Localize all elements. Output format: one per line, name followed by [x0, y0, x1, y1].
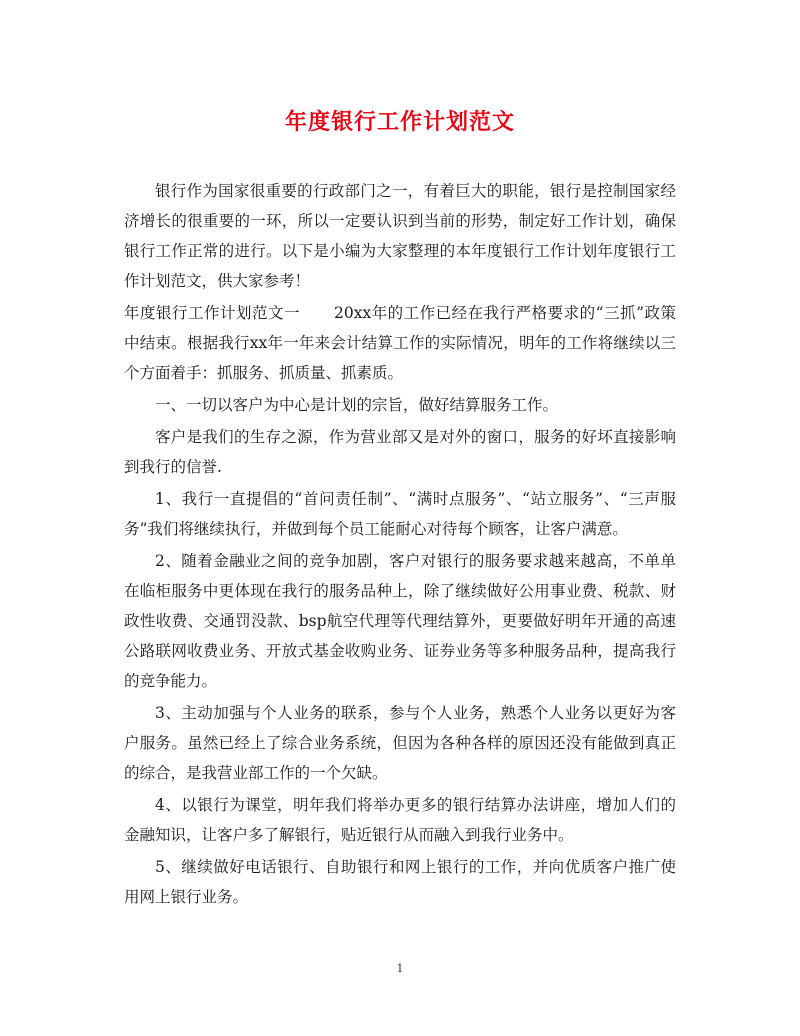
item-5-paragraph: 5、继续做好电话银行、自助银行和网上银行的工作，并向优质客户推广使用网上银行业务。 [124, 858, 676, 906]
section-heading: 年度银行工作计划范文一 [124, 304, 300, 322]
document-title: 年度银行工作计划范文 [284, 109, 515, 135]
page-number: 1 [396, 962, 404, 975]
section-opening-text: 20xx年的工作已经在我行严格要求的“三抓”政策中结束。根据我行xx年一年来会计结算工作的实际情况，明年的工作将继续以三个方面着手：抓服务、抓质量、抓素质。 [124, 304, 676, 382]
item-3-paragraph: 3、主动加强与个人业务的联系，参与个人业务，熟悉个人业务以更好为客户服务。虽然已经上了综合业务系统，但因为各种各样的原因还没有能做到真正的综合，是我营业部工作的一个欠缺。 [124, 704, 676, 782]
section-paragraph [124, 298, 676, 388]
point-heading-paragraph: 一、一切以客户为中心是计划的宗旨，做好结算服务工作。 [155, 396, 559, 414]
intro-paragraph: 银行作为国家很重要的行政部门之一，有着巨大的职能，银行是控制国家经济增长的很重要的一环，所以一定要认识到当前的形势，制定好工作计划，确保银行工作正常的进行。以下是小编为大家整理的本年度银行工作计划年度银行工作计划范文，供大家参考！ [124, 182, 676, 290]
document-body [124, 176, 676, 914]
item-2-paragraph: 2、随着金融业之间的竞争加剧，客户对银行的服务要求越来越高，不单单在临柜服务中更体现在我行的服务品种上，除了继续做好公用事业费、税款、财政性收费、交通罚没款、bsp航空代理等代理结算外，更要做好明年开通的高速公路联网收费业务、开放式基金收购业务、证券业务等多种服务品种，提高我行的竞争能力。 [124, 552, 676, 690]
item-4-paragraph: 4、以银行为课堂，明年我们将举办更多的银行结算办法讲座，增加人们的金融知识，让客户多了解银行，贴近银行从而融入到我行业务中。 [124, 796, 676, 844]
customer-paragraph: 客户是我们的生存之源，作为营业部又是对外的窗口，服务的好坏直接影响到我行的信誉. [124, 428, 676, 476]
item-1-paragraph: 1、我行一直提倡的“首问责任制”、“满时点服务”、“站立服务”、“三声服务”我们将继续执行，并做到每个员工能耐心对待每个顾客，让客户满意。 [124, 490, 676, 538]
